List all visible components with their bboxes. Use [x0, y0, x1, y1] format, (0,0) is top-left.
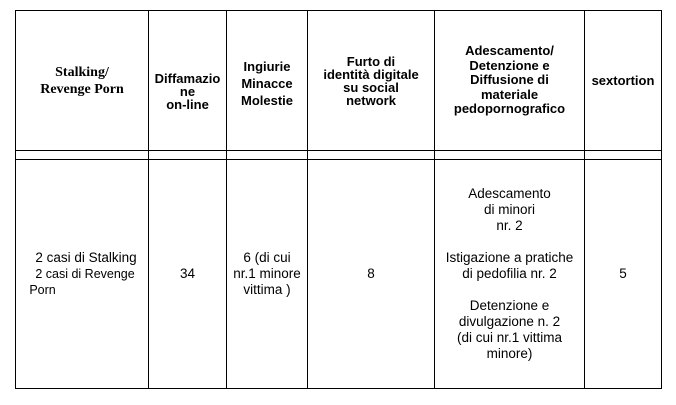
header-furto-identita — [308, 11, 434, 150]
cell-adescamento-b1-line3: nr. 2 — [496, 218, 523, 233]
header-furto-line1: Furto di — [346, 53, 396, 69]
cell-furto — [308, 160, 434, 388]
header-diffamazione-line3: on-line — [166, 97, 209, 112]
cell-adescamento-b3-line3: (di cui nr.1 vittima — [456, 330, 563, 345]
header-diffamazione-line1: Diffamazio — [154, 71, 221, 86]
cell-ingiurie-line2: nr.1 minore — [233, 266, 301, 281]
cell-diffamazione-value: 34 — [179, 266, 196, 281]
cell-stalking-line2: 2 casi di Revenge — [35, 267, 135, 281]
cell-stalking-line3: Porn — [29, 283, 56, 297]
header-stalking-line2: Revenge Porn — [40, 81, 124, 97]
header-furto-line4: network — [346, 92, 396, 108]
cell-stalking-line1: 2 casi di Stalking — [35, 250, 137, 265]
cell-adescamento-b3-line2: divulgazione n. 2 — [458, 314, 561, 329]
header-ingiurie-line1: Ingiurie — [243, 59, 291, 74]
header-sextortion-label: sextortion — [591, 73, 655, 88]
header-ingiurie — [227, 11, 307, 150]
header-stalking-line1: Stalking/ — [55, 64, 109, 80]
header-sextortion — [585, 11, 661, 150]
header-adescamento-line5: pedopornografico — [453, 101, 566, 117]
cell-adescamento — [435, 160, 584, 388]
header-furto-line2: identità digitale — [323, 66, 419, 82]
header-diffamazione-line2: ne — [179, 84, 196, 99]
cell-adescamento-b3-line1: Detenzione e — [469, 298, 550, 313]
header-adescamento-line3: Diffusione di — [470, 72, 549, 88]
cell-sextortion — [585, 160, 661, 388]
header-stalking — [16, 11, 148, 150]
cell-adescamento-b2-line1: Istigazione a pratiche — [445, 250, 574, 265]
cell-adescamento-b2-line2: di pedofilia nr. 2 — [462, 266, 557, 281]
cell-adescamento-b1-line2: di minori — [483, 202, 535, 217]
cell-adescamento-b1-line1: Adescamento — [468, 186, 551, 201]
cell-ingiurie-line3: vittima ) — [243, 282, 291, 297]
cell-diffamazione — [149, 160, 226, 388]
cell-ingiurie-line1: 6 (di cui — [243, 250, 291, 265]
header-furto-line3: su social — [343, 79, 399, 95]
header-adescamento-line2: Detenzione e — [469, 57, 550, 73]
header-ingiurie-line3: Molestie — [240, 93, 293, 108]
header-adescamento-line4: materiale — [480, 86, 539, 102]
cell-stalking — [16, 160, 148, 388]
header-ingiurie-line2: Minacce — [241, 76, 293, 91]
cell-sextortion-value: 5 — [619, 266, 627, 281]
header-adescamento — [435, 11, 584, 150]
header-adescamento-line1: Adescamento/ — [465, 43, 554, 59]
cell-adescamento-b3-line4: minore) — [486, 346, 533, 361]
header-diffamazione — [149, 11, 226, 150]
cell-furto-value: 8 — [367, 266, 375, 281]
cell-ingiurie — [227, 160, 307, 388]
